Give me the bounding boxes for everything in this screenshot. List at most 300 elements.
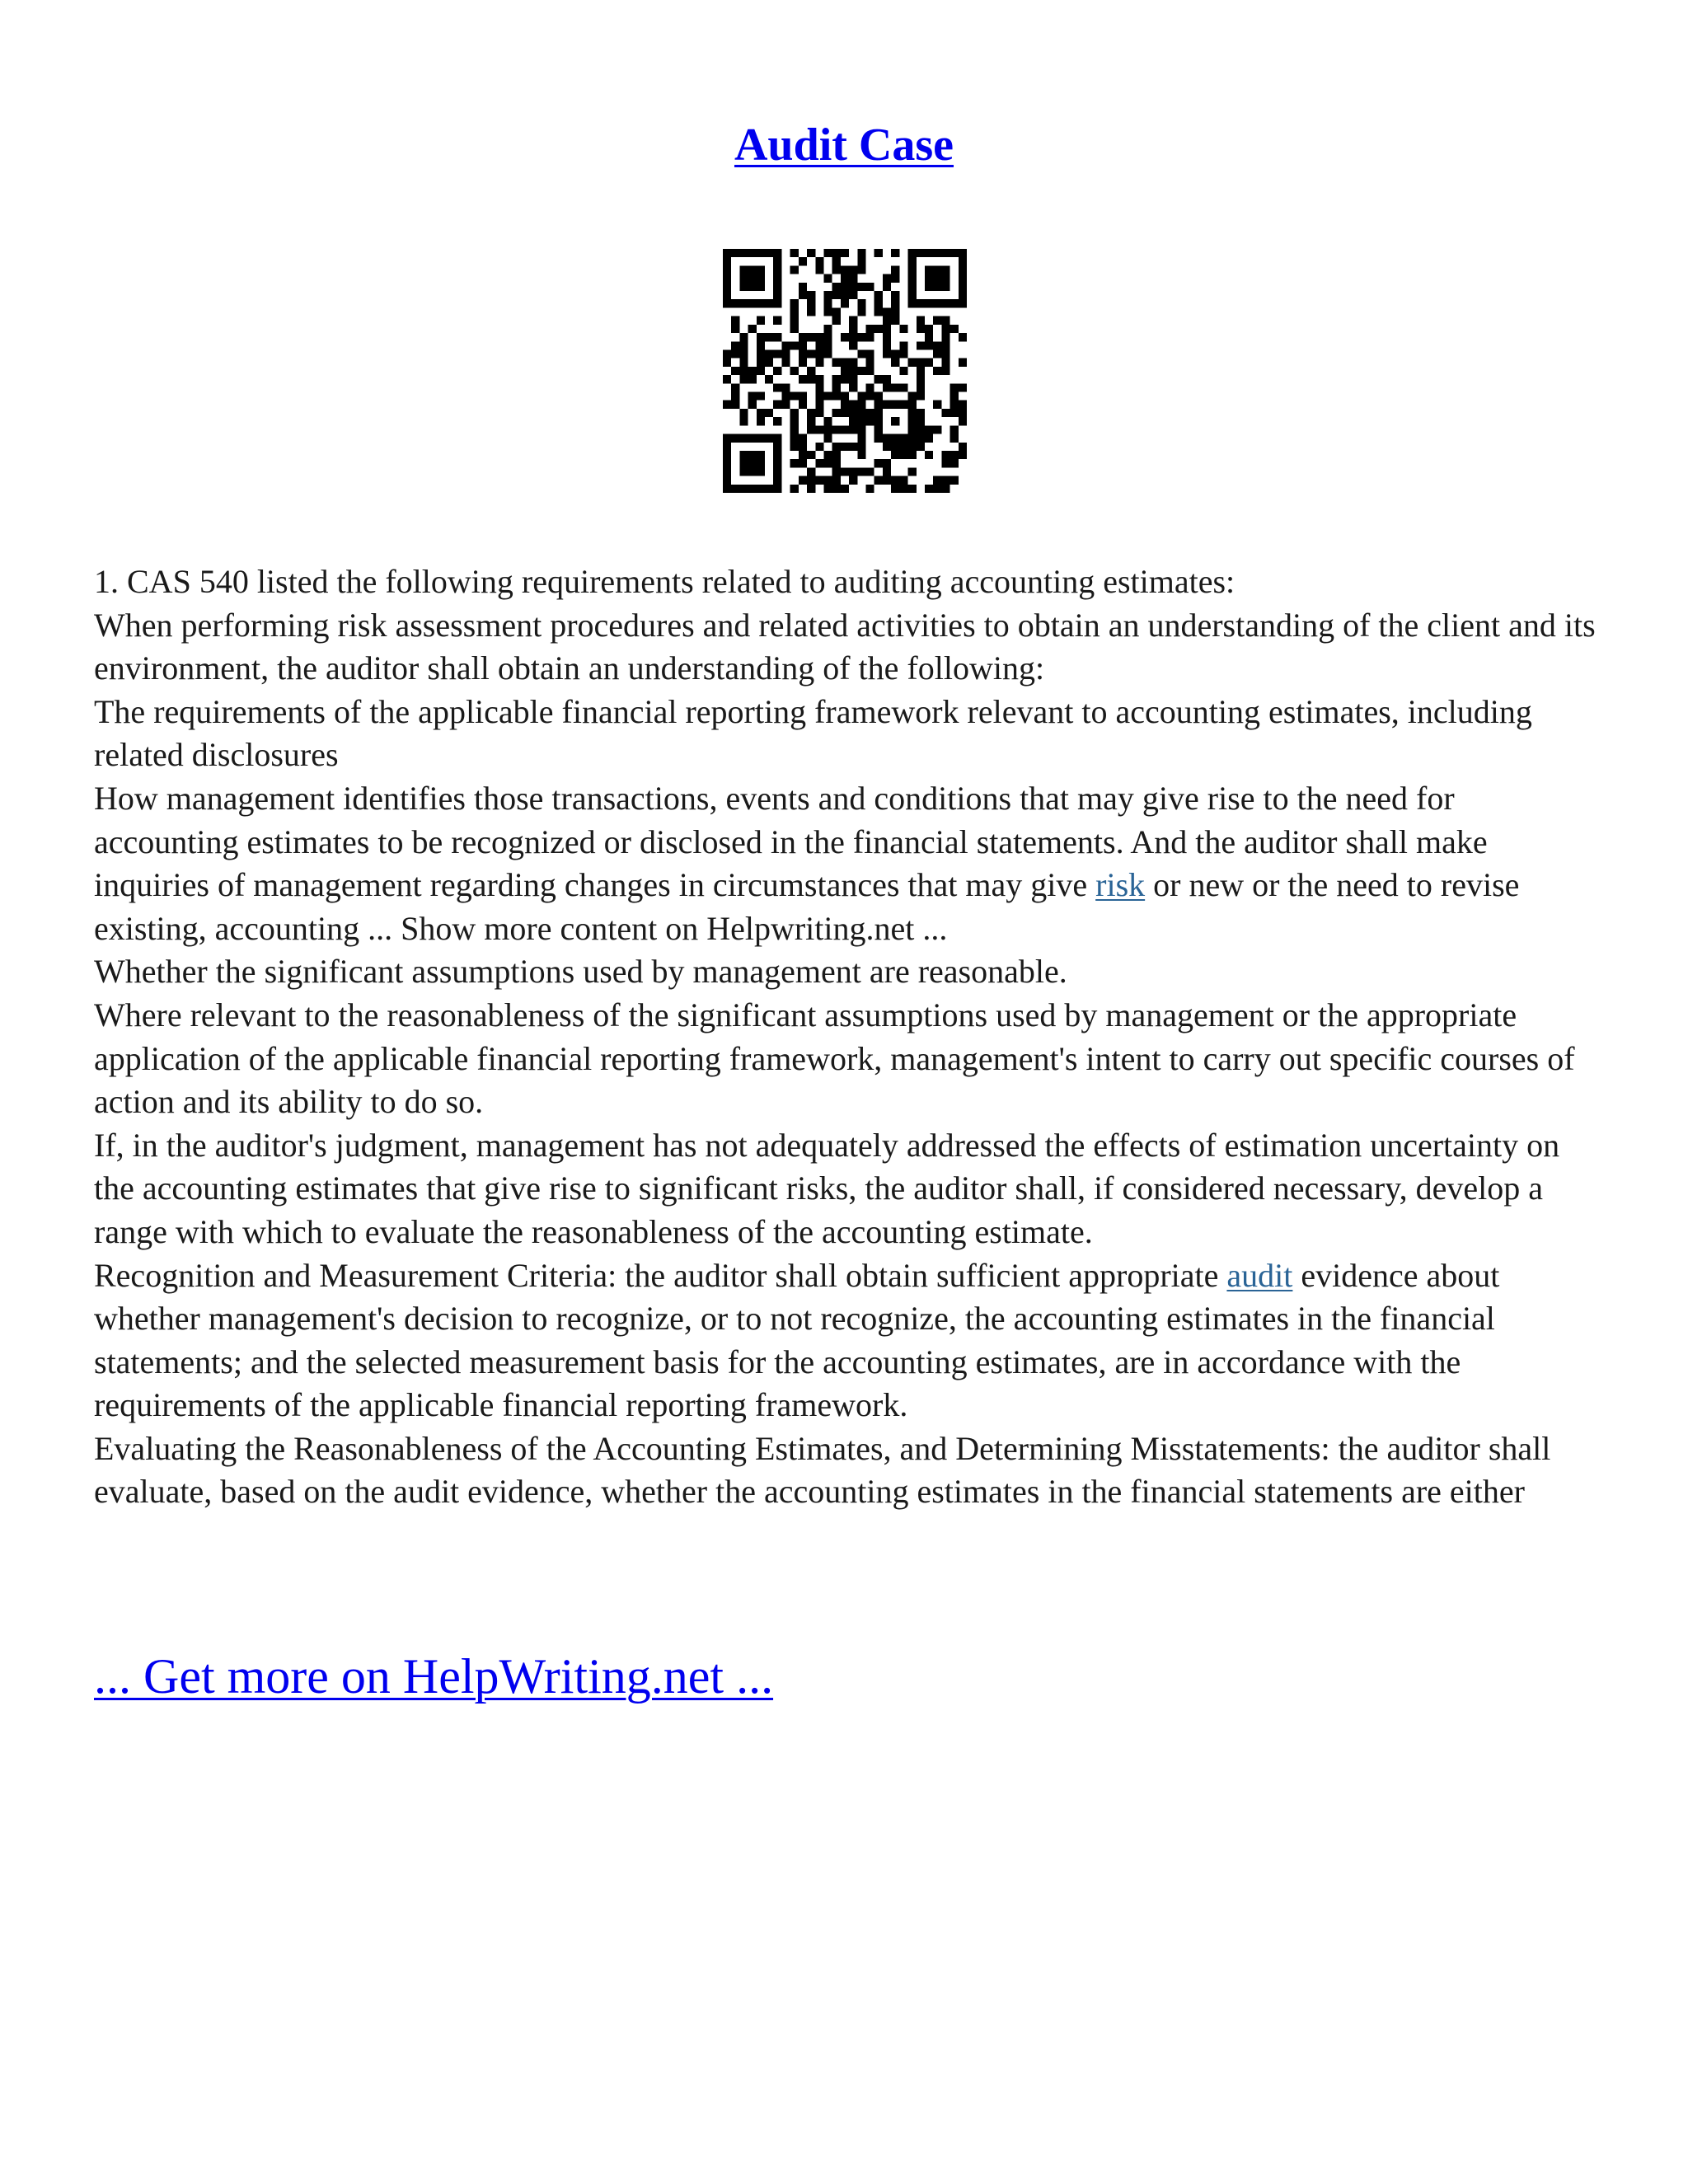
qr-module <box>857 367 865 375</box>
qr-module <box>891 316 899 325</box>
qr-module <box>841 291 849 299</box>
qr-module <box>832 291 841 299</box>
qr-module <box>773 417 781 425</box>
qr-module <box>941 265 950 274</box>
qr-module <box>799 359 807 367</box>
qr-module <box>832 265 841 274</box>
qr-module <box>959 333 967 341</box>
qr-module <box>723 291 731 299</box>
qr-module <box>933 476 941 485</box>
qr-module <box>807 375 815 383</box>
qr-module <box>891 359 899 367</box>
qr-module <box>908 451 917 459</box>
qr-module <box>959 257 967 265</box>
qr-module <box>933 367 941 375</box>
paragraph-1: 1. CAS 540 listed the following requirements related to auditing accounting estimates: <box>94 563 1236 600</box>
qr-module <box>917 325 925 333</box>
qr-module <box>823 459 832 467</box>
qr-module <box>815 459 823 467</box>
qr-module <box>841 359 849 367</box>
paragraph-8 <box>94 1254 1602 1427</box>
qr-module <box>857 299 865 307</box>
qr-module <box>757 316 765 325</box>
qr-module <box>757 359 765 367</box>
qr-module <box>832 485 841 493</box>
qr-module <box>815 341 823 349</box>
qr-module <box>723 443 731 451</box>
qr-module <box>790 316 799 325</box>
qr-module <box>748 485 757 493</box>
qr-module <box>941 349 950 358</box>
paragraph-7: If, in the auditor's judgment, management has not adequately addressed the effects of estimation uncertainty on the accounting estimates that give rise to significant risks, the auditor shall, if considered necessary, develop a range with which to evaluate the reasonableness of the accounting estimate. <box>94 1126 1560 1250</box>
qr-module <box>790 409 799 417</box>
qr-module <box>781 401 790 409</box>
qr-module <box>731 367 739 375</box>
qr-module <box>757 299 765 307</box>
qr-module <box>739 274 748 283</box>
qr-module <box>849 401 857 409</box>
qr-module <box>908 417 917 425</box>
qr-module <box>933 265 941 274</box>
qr-module <box>857 425 865 434</box>
qr-module <box>883 459 891 467</box>
qr-module <box>849 333 857 341</box>
qr-module <box>959 291 967 299</box>
qr-module <box>731 325 739 333</box>
qr-module <box>841 249 849 257</box>
qr-module <box>739 359 748 367</box>
qr-module <box>866 467 874 476</box>
qr-module <box>807 425 815 434</box>
qr-module <box>941 451 950 459</box>
qr-module <box>790 434 799 443</box>
qr-module <box>917 375 925 383</box>
qr-module <box>925 359 933 367</box>
qr-module <box>790 425 799 434</box>
qr-module <box>891 443 899 451</box>
qr-module <box>917 409 925 417</box>
qr-module <box>899 434 907 443</box>
qr-module <box>908 249 917 257</box>
qr-module <box>723 349 731 358</box>
qr-module <box>841 409 849 417</box>
qr-module <box>849 375 857 383</box>
qr-module <box>739 333 748 341</box>
qr-module <box>739 367 748 375</box>
qr-module <box>773 316 781 325</box>
qr-module <box>849 316 857 325</box>
qr-module <box>815 409 823 417</box>
qr-module <box>773 459 781 467</box>
qr-module <box>959 274 967 283</box>
qr-module <box>959 451 967 459</box>
qr-module <box>874 476 883 485</box>
qr-module <box>807 485 815 493</box>
qr-module <box>781 341 790 349</box>
qr-module <box>908 257 917 265</box>
qr-module <box>908 409 917 417</box>
qr-module <box>941 459 950 467</box>
qr-module <box>790 367 799 375</box>
qr-module <box>857 409 865 417</box>
qr-module <box>757 451 765 459</box>
qr-module <box>748 467 757 476</box>
qr-module <box>832 257 841 265</box>
qr-module <box>790 341 799 349</box>
qr-module <box>773 249 781 257</box>
qr-module <box>757 459 765 467</box>
qr-module <box>823 333 832 341</box>
qr-module <box>832 467 841 476</box>
qr-module <box>731 341 739 349</box>
qr-module <box>790 265 799 274</box>
qr-module <box>723 359 731 367</box>
qr-module <box>866 485 874 493</box>
qr-module <box>773 485 781 493</box>
qr-module <box>849 467 857 476</box>
qr-module <box>849 383 857 391</box>
title-link[interactable]: Audit Case <box>734 120 954 171</box>
qr-module <box>739 417 748 425</box>
qr-module <box>757 392 765 401</box>
qr-module <box>799 459 807 467</box>
qr-module <box>917 359 925 367</box>
qr-module <box>723 299 731 307</box>
qr-module <box>723 283 731 291</box>
qr-module <box>841 265 849 274</box>
qr-module <box>917 425 925 434</box>
paragraph-2: When performing risk assessment procedures and related activities to obtain an understanding of the client and its environment, the auditor shall obtain an understanding of the following: <box>94 606 1596 687</box>
qr-module <box>933 249 941 257</box>
qr-module <box>899 443 907 451</box>
qr-module <box>917 299 925 307</box>
qr-module <box>883 316 891 325</box>
qr-module <box>832 283 841 291</box>
qr-module <box>941 274 950 283</box>
qr-module <box>874 325 883 333</box>
qr-module <box>739 467 748 476</box>
qr-module <box>874 307 883 316</box>
qr-module <box>841 283 849 291</box>
qr-module <box>807 476 815 485</box>
qr-module <box>899 476 907 485</box>
qr-module <box>933 349 941 358</box>
qr-module <box>739 349 748 358</box>
qr-module <box>799 349 807 358</box>
qr-module <box>823 307 832 316</box>
qr-module <box>841 392 849 401</box>
qr-module <box>841 443 849 451</box>
qr-module <box>950 383 959 391</box>
qr-module <box>841 274 849 283</box>
qr-module <box>950 459 959 467</box>
qr-module <box>899 383 907 391</box>
qr-module <box>908 291 917 299</box>
qr-module <box>959 443 967 451</box>
qr-module <box>925 299 933 307</box>
qr-module <box>739 409 748 417</box>
qr-module <box>748 434 757 443</box>
qr-module <box>739 459 748 467</box>
qr-module <box>823 425 832 434</box>
qr-module <box>823 299 832 307</box>
qr-module <box>849 283 857 291</box>
qr-module <box>773 299 781 307</box>
qr-module <box>883 307 891 316</box>
qr-module <box>748 392 757 401</box>
qr-module <box>959 417 967 425</box>
qr-module <box>933 299 941 307</box>
qr-module <box>773 476 781 485</box>
paragraph-4-text-a: How management identifies those transactions, events and conditions that may give rise to the need for accounting estimates to be recognized or disclosed in the financial statements. And the auditor shall make inquiries of management regarding changes in circumstances that may give <box>94 779 1488 904</box>
qr-module <box>908 299 917 307</box>
qr-module <box>748 459 757 467</box>
qr-module <box>739 375 748 383</box>
qr-code-image <box>723 249 967 493</box>
qr-module <box>765 249 773 257</box>
qr-module <box>823 325 832 333</box>
qr-module <box>849 265 857 274</box>
qr-module <box>757 333 765 341</box>
qr-module <box>841 367 849 375</box>
qr-module <box>941 325 950 333</box>
qr-module <box>849 274 857 283</box>
qr-module <box>908 401 917 409</box>
qr-module <box>799 401 807 409</box>
qr-module <box>950 392 959 401</box>
qr-module <box>757 367 765 375</box>
qr-module <box>773 383 781 391</box>
qr-module <box>925 425 933 434</box>
qr-module <box>950 299 959 307</box>
qr-module <box>832 409 841 417</box>
qr-module <box>832 383 841 391</box>
qr-module <box>807 299 815 307</box>
qr-module <box>832 375 841 383</box>
qr-module <box>849 325 857 333</box>
qr-module <box>941 333 950 341</box>
qr-module <box>823 274 832 283</box>
audit-link[interactable]: audit <box>1226 1256 1293 1294</box>
qr-module <box>765 333 773 341</box>
qr-module <box>866 367 874 375</box>
qr-module <box>841 467 849 476</box>
qr-module <box>908 274 917 283</box>
qr-module <box>917 341 925 349</box>
qr-module <box>832 307 841 316</box>
qr-module <box>857 467 865 476</box>
qr-module <box>950 401 959 409</box>
get-more-link[interactable]: ... Get more on HelpWriting.net ... <box>94 1649 774 1704</box>
qr-module <box>883 443 891 451</box>
qr-module <box>832 476 841 485</box>
qr-module <box>959 401 967 409</box>
qr-module <box>874 434 883 443</box>
qr-module <box>908 485 917 493</box>
more-link-container <box>94 1645 773 1708</box>
qr-module <box>941 367 950 375</box>
qr-module <box>891 434 899 443</box>
qr-module <box>841 375 849 383</box>
qr-module <box>832 425 841 434</box>
qr-module <box>773 434 781 443</box>
qr-module <box>908 392 917 401</box>
qr-module <box>807 249 815 257</box>
paragraph-4 <box>94 777 1602 950</box>
qr-module <box>933 274 941 283</box>
qr-module <box>723 375 731 383</box>
qr-module <box>849 425 857 434</box>
qr-module <box>823 392 832 401</box>
qr-module <box>925 249 933 257</box>
qr-module <box>832 249 841 257</box>
qr-module <box>866 325 874 333</box>
qr-module <box>739 265 748 274</box>
qr-module <box>899 349 907 358</box>
qr-module <box>891 307 899 316</box>
qr-module <box>883 467 891 476</box>
qr-module <box>874 425 883 434</box>
qr-module <box>815 476 823 485</box>
qr-module <box>823 434 832 443</box>
paragraph-4-text-b: or new or the need to revise existing, accounting ... Show more content on Helpwriting.net ... <box>94 866 1520 947</box>
qr-module <box>790 307 799 316</box>
qr-module <box>959 383 967 391</box>
qr-module <box>917 443 925 451</box>
qr-module <box>832 359 841 367</box>
qr-module <box>748 401 757 409</box>
qr-module <box>799 341 807 349</box>
qr-module <box>899 341 907 349</box>
qr-module <box>959 299 967 307</box>
qr-module <box>731 316 739 325</box>
qr-module <box>917 249 925 257</box>
qr-module <box>866 349 874 358</box>
qr-module <box>891 299 899 307</box>
qr-module <box>815 425 823 434</box>
qr-module <box>773 443 781 451</box>
qr-module <box>739 299 748 307</box>
qr-module <box>757 467 765 476</box>
qr-module <box>883 349 891 358</box>
qr-module <box>765 349 773 358</box>
qr-module <box>815 333 823 341</box>
qr-module <box>807 349 815 358</box>
qr-module <box>908 425 917 434</box>
qr-module <box>723 401 731 409</box>
qr-module <box>739 451 748 459</box>
qr-module <box>723 249 731 257</box>
qr-module <box>891 451 899 459</box>
qr-module <box>807 467 815 476</box>
qr-module <box>757 485 765 493</box>
qr-module <box>849 443 857 451</box>
qr-module <box>950 451 959 459</box>
risk-link[interactable]: risk <box>1095 866 1146 904</box>
qr-module <box>917 434 925 443</box>
qr-module <box>832 451 841 459</box>
qr-module <box>773 257 781 265</box>
qr-module <box>883 333 891 341</box>
qr-module <box>899 451 907 459</box>
qr-module <box>933 485 941 493</box>
qr-module <box>866 359 874 367</box>
qr-module <box>748 283 757 291</box>
qr-module <box>959 359 967 367</box>
qr-module <box>891 291 899 299</box>
qr-module <box>832 443 841 451</box>
qr-module <box>874 291 883 299</box>
qr-module <box>799 257 807 265</box>
qr-module <box>874 417 883 425</box>
qr-module <box>917 316 925 325</box>
qr-module <box>950 425 959 434</box>
qr-module <box>891 417 899 425</box>
qr-module <box>941 283 950 291</box>
qr-module <box>790 485 799 493</box>
qr-module <box>908 434 917 443</box>
qr-module <box>874 401 883 409</box>
qr-module <box>748 299 757 307</box>
qr-module <box>799 333 807 341</box>
qr-module <box>925 325 933 333</box>
qr-module <box>773 333 781 341</box>
qr-module <box>731 485 739 493</box>
qr-module <box>857 349 865 358</box>
qr-module <box>891 476 899 485</box>
qr-module <box>731 383 739 391</box>
qr-module <box>959 409 967 417</box>
qr-module <box>815 359 823 367</box>
qr-module <box>790 443 799 451</box>
qr-module <box>723 476 731 485</box>
qr-module <box>723 274 731 283</box>
qr-module <box>883 476 891 485</box>
qr-module <box>807 417 815 425</box>
qr-module <box>883 375 891 383</box>
qr-module <box>857 249 865 257</box>
qr-module <box>807 307 815 316</box>
qr-module <box>765 434 773 443</box>
qr-module <box>739 485 748 493</box>
paragraph-9: Evaluating the Reasonableness of the Accounting Estimates, and Determining Misstatements: the auditor shall evaluate, based on the audit evidence, whether the accounting estimates in the financial statements are either <box>94 1429 1551 1511</box>
qr-module <box>941 409 950 417</box>
qr-module <box>807 451 815 459</box>
qr-module <box>799 434 807 443</box>
document-body <box>94 560 1602 1514</box>
qr-module <box>899 325 907 333</box>
qr-module <box>950 325 959 333</box>
qr-module <box>857 401 865 409</box>
qr-module <box>823 417 832 425</box>
qr-module <box>941 316 950 325</box>
qr-module <box>832 316 841 325</box>
qr-module <box>757 341 765 349</box>
qr-module <box>815 392 823 401</box>
qr-module <box>781 383 790 391</box>
qr-module <box>773 467 781 476</box>
qr-module <box>807 409 815 417</box>
qr-module <box>874 409 883 417</box>
qr-module <box>917 383 925 391</box>
qr-module <box>731 434 739 443</box>
qr-module <box>781 392 790 401</box>
qr-module <box>781 349 790 358</box>
qr-module <box>799 392 807 401</box>
qr-module <box>723 265 731 274</box>
qr-module <box>866 333 874 341</box>
qr-module <box>883 434 891 443</box>
